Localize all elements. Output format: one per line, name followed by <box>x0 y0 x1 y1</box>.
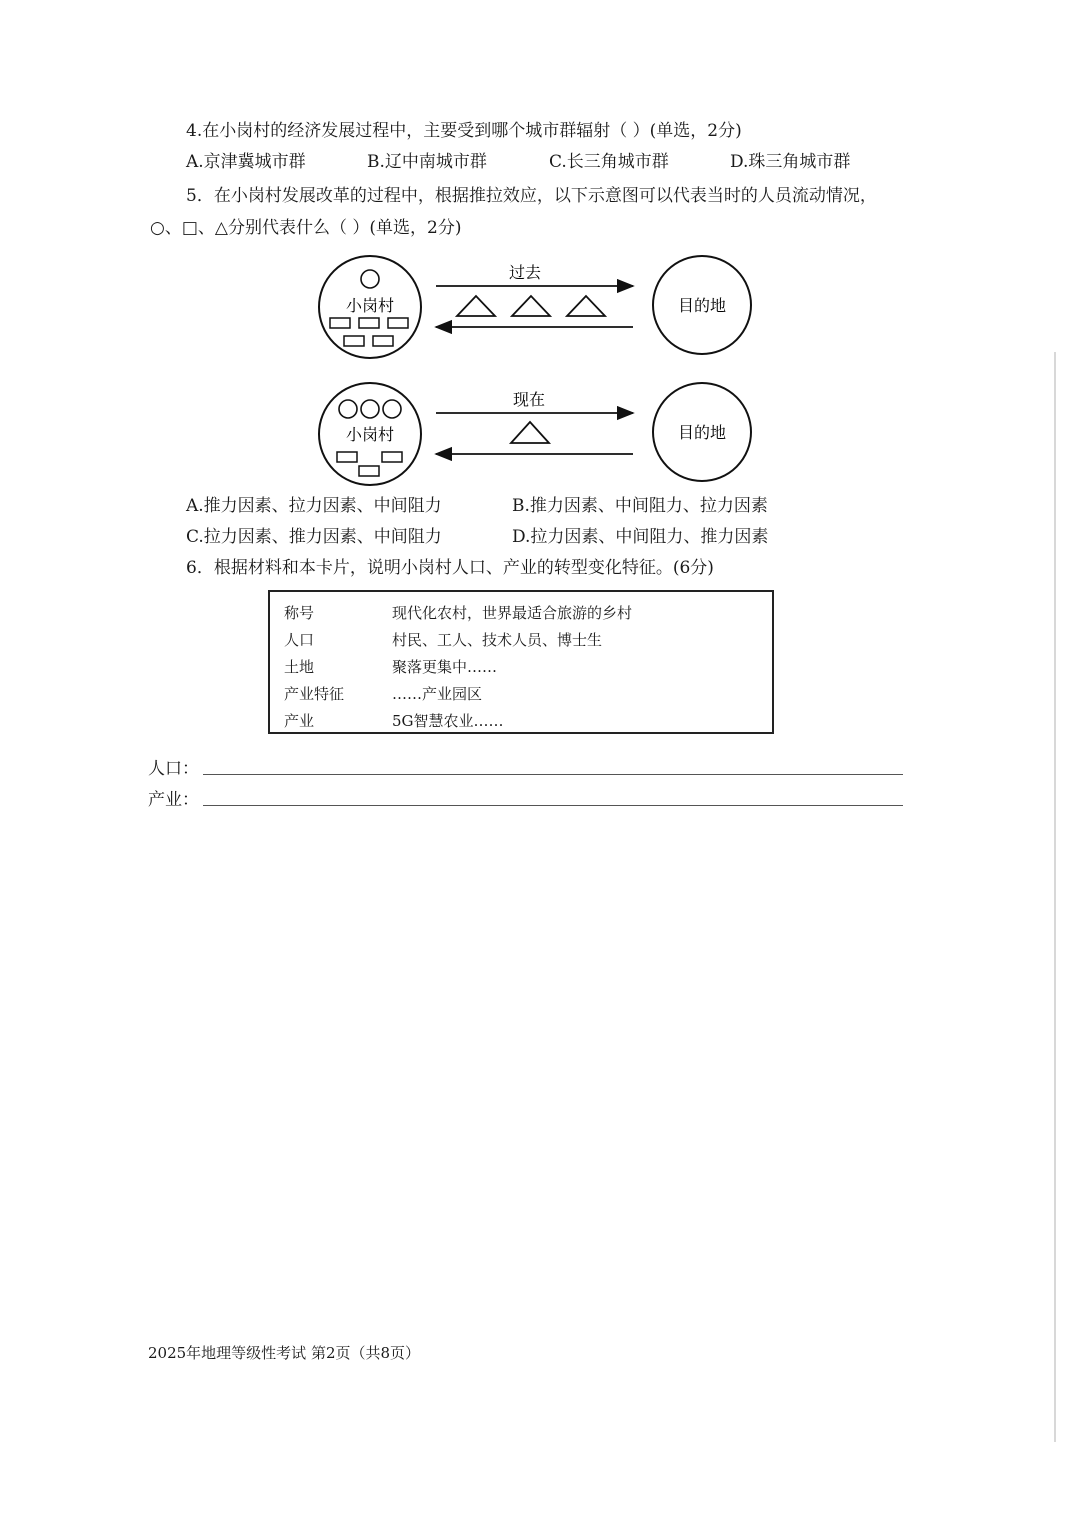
question-4-option-d: D.珠三角城市群 <box>730 152 851 172</box>
page-edge-shadow <box>1054 352 1056 1442</box>
diagram-past-row <box>319 256 751 358</box>
circle-symbol <box>361 270 379 288</box>
answer-line-industry[interactable] <box>203 805 903 806</box>
square-symbol <box>388 318 408 328</box>
diagram-now-row <box>319 383 751 485</box>
push-pull-diagram <box>300 248 770 493</box>
card-value: ……产业园区 <box>392 685 483 703</box>
card-key: 称号 <box>284 604 315 622</box>
question-5-stem-line1: 5．在小岗村发展改革的过程中，根据推拉效应，以下示意图可以代表当时的人员流动情况， <box>186 186 877 206</box>
square-symbol <box>373 336 393 346</box>
question-5-option-d: D.拉力因素、中间阻力、推力因素 <box>512 527 769 547</box>
circle-symbol <box>339 400 357 418</box>
square-symbol <box>359 318 379 328</box>
question-6-stem: 6．根据材料和本卡片，说明小岗村人口、产业的转型变化特征。(6分) <box>186 558 714 578</box>
square-symbol <box>330 318 350 328</box>
question-4-stem: 4.在小岗村的经济发展过程中，主要受到哪个城市群辐射（ ）(单选，2分) <box>186 121 742 141</box>
card-value: 5G智慧农业…… <box>392 712 504 730</box>
card-key: 人口 <box>284 631 315 649</box>
card-value: 村民、工人、技术人员、博士生 <box>392 631 603 649</box>
destination-label: 目的地 <box>677 423 727 442</box>
past-label: 过去 <box>508 263 542 282</box>
question-5-option-a: A.推力因素、拉力因素、中间阻力 <box>186 496 442 516</box>
triangle-symbol <box>511 422 549 443</box>
question-5-stem-line2: ○、□、△分别代表什么（ ）(单选，2分) <box>150 218 462 238</box>
card-key: 产业 <box>284 712 315 730</box>
destination-label: 目的地 <box>677 296 727 315</box>
circle-symbol <box>383 400 401 418</box>
triangle-symbol <box>457 296 495 316</box>
card-key: 土地 <box>284 658 315 676</box>
question-4-option-a: A.京津冀城市群 <box>186 152 306 172</box>
triangle-symbol <box>567 296 605 316</box>
card-value: 现代化农村，世界最适合旅游的乡村 <box>392 604 633 622</box>
question-4-option-c: C.长三角城市群 <box>549 152 669 172</box>
village-label: 小岗村 <box>345 425 395 444</box>
card-value: 聚落更集中…… <box>392 658 498 676</box>
question-5-option-c: C.拉力因素、推力因素、中间阻力 <box>186 527 442 547</box>
now-label: 现在 <box>512 390 546 409</box>
square-symbol <box>337 452 357 462</box>
village-label: 小岗村 <box>345 296 395 315</box>
square-symbol <box>382 452 402 462</box>
answer-label-population: 人口： <box>148 759 199 779</box>
square-symbol <box>344 336 364 346</box>
question-4-option-b: B.辽中南城市群 <box>367 152 487 172</box>
square-symbol <box>359 466 379 476</box>
circle-symbol <box>361 400 379 418</box>
answer-label-industry: 产业： <box>148 790 199 810</box>
answer-line-population[interactable] <box>203 774 903 775</box>
info-card <box>268 590 774 734</box>
page-footer: 2025年地理等级性考试 第2页（共8页） <box>148 1344 421 1362</box>
triangle-symbol <box>512 296 550 316</box>
card-key: 产业特征 <box>284 685 345 703</box>
question-5-option-b: B.推力因素、中间阻力、拉力因素 <box>512 496 768 516</box>
